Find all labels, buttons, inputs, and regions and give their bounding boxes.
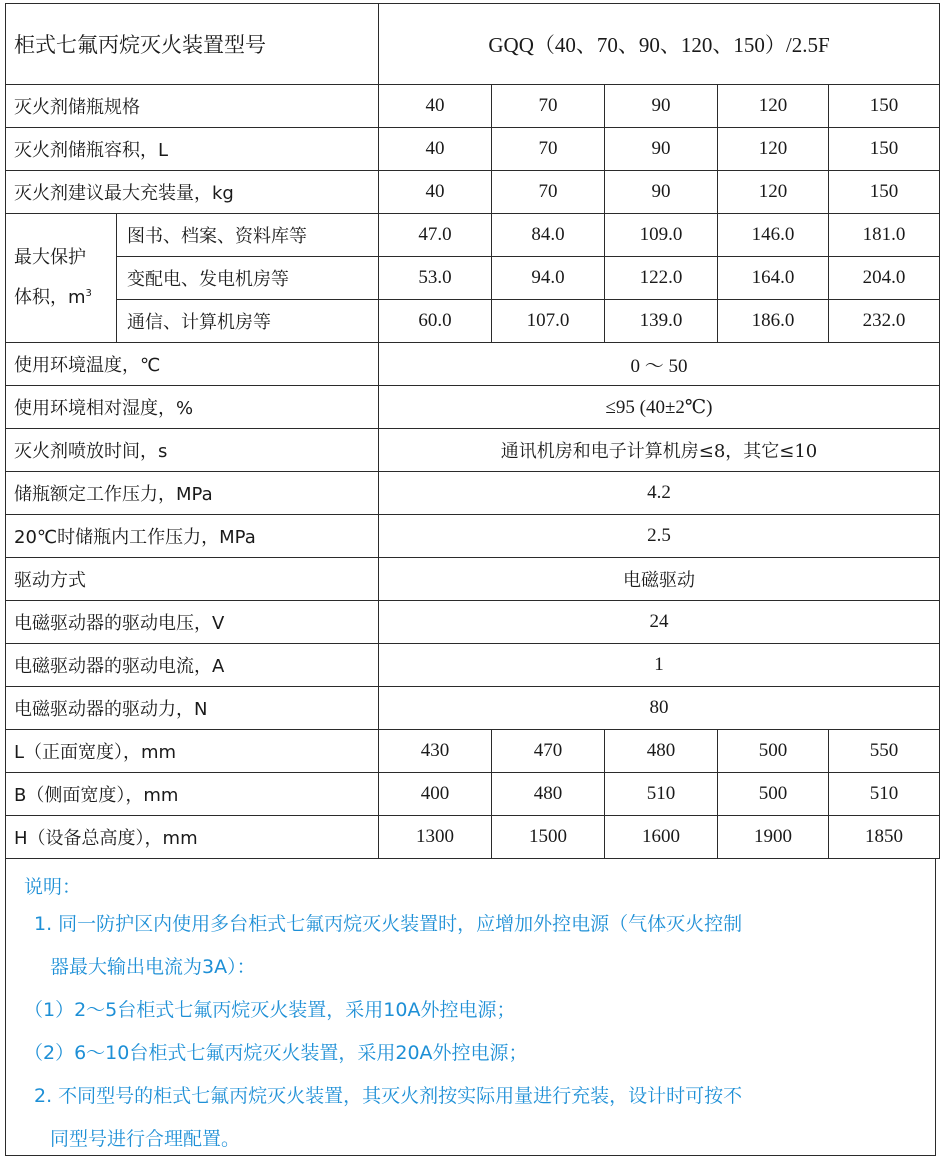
table-row [6, 257, 940, 300]
row-label: 灭火剂储瓶容积，L [6, 128, 379, 171]
cell-value: 139.0 [605, 300, 718, 343]
group-label-line1: 最大保护 [14, 247, 86, 268]
cell-value: 90 [605, 85, 718, 128]
cell-value: 510 [605, 773, 718, 816]
table-row [6, 773, 940, 816]
cell-value: 186.0 [718, 300, 829, 343]
cell-value: 120 [718, 85, 829, 128]
cell-value: 150 [829, 85, 940, 128]
spec-table [5, 3, 940, 859]
table-row [6, 601, 940, 644]
max-volume-group-label [6, 214, 117, 343]
notes-panel [5, 859, 936, 1156]
unit-superscript: 3 [85, 288, 92, 299]
row-value: 电磁驱动 [379, 558, 940, 601]
table-row [6, 687, 940, 730]
row-label: 电磁驱动器的驱动电压，V [6, 601, 379, 644]
cell-value: 107.0 [492, 300, 605, 343]
cell-value: 480 [492, 773, 605, 816]
cell-value: 150 [829, 171, 940, 214]
row-label: 灭火剂喷放时间，s [6, 429, 379, 472]
row-label: 电磁驱动器的驱动电流，A [6, 644, 379, 687]
row-sublabel: 图书、档案、资料库等 [117, 214, 379, 257]
cell-value: 60.0 [379, 300, 492, 343]
table-row [6, 816, 940, 859]
table-row [6, 558, 940, 601]
cell-value: 70 [492, 85, 605, 128]
cell-value: 150 [829, 128, 940, 171]
cell-value: 120 [718, 128, 829, 171]
row-label: 储瓶额定工作压力，MPa [6, 472, 379, 515]
spec-sheet [5, 3, 944, 1156]
cell-value: 204.0 [829, 257, 940, 300]
cell-value: 90 [605, 171, 718, 214]
row-value: 80 [379, 687, 940, 730]
row-value: 24 [379, 601, 940, 644]
table-row [6, 128, 940, 171]
row-label: 灭火剂储瓶规格 [6, 85, 379, 128]
row-value: ≤95 (40±2℃) [379, 386, 940, 429]
header-label: 柜式七氟丙烷灭火装置型号 [6, 4, 379, 85]
cell-value: 430 [379, 730, 492, 773]
cell-value: 47.0 [379, 214, 492, 257]
table-row [6, 515, 940, 558]
cell-value: 40 [379, 85, 492, 128]
row-value: 0 ～ 50 [379, 343, 940, 386]
cell-value: 40 [379, 128, 492, 171]
table-row [6, 429, 940, 472]
row-value: 通讯机房和电子计算机房≤8，其它≤10 [379, 429, 940, 472]
row-sublabel: 变配电、发电机房等 [117, 257, 379, 300]
group-label-line2: 体积，m [14, 287, 86, 308]
model-number: GQQ（40、70、90、120、150）/2.5F [379, 4, 940, 85]
cell-value: 500 [718, 730, 829, 773]
cell-value: 109.0 [605, 214, 718, 257]
row-sublabel: 通信、计算机房等 [117, 300, 379, 343]
row-label: L（正面宽度），mm [6, 730, 379, 773]
note-line: （2）6～10台柜式七氟丙烷灭火装置，采用20A外控电源； [24, 1042, 528, 1064]
cell-value: 1850 [829, 816, 940, 859]
row-label: B（侧面宽度），mm [6, 773, 379, 816]
row-label: H（设备总高度），mm [6, 816, 379, 859]
row-label: 电磁驱动器的驱动力，N [6, 687, 379, 730]
cell-value: 500 [718, 773, 829, 816]
table-row [6, 300, 940, 343]
note-line: 器最大输出电流为3A）： [50, 956, 256, 978]
cell-value: 94.0 [492, 257, 605, 300]
cell-value: 232.0 [829, 300, 940, 343]
table-row [6, 214, 940, 257]
cell-value: 1600 [605, 816, 718, 859]
cell-value: 122.0 [605, 257, 718, 300]
note-line: （1）2～5台柜式七氟丙烷灭火装置，采用10A外控电源； [24, 999, 516, 1021]
cell-value: 146.0 [718, 214, 829, 257]
cell-value: 400 [379, 773, 492, 816]
cell-value: 480 [605, 730, 718, 773]
cell-value: 40 [379, 171, 492, 214]
cell-value: 164.0 [718, 257, 829, 300]
notes-title: 说明： [24, 876, 82, 898]
cell-value: 470 [492, 730, 605, 773]
row-value: 2.5 [379, 515, 940, 558]
row-label: 灭火剂建议最大充装量，kg [6, 171, 379, 214]
table-row [6, 472, 940, 515]
row-label: 使用环境温度，℃ [6, 343, 379, 386]
row-label: 20℃时储瓶内工作压力，MPa [6, 515, 379, 558]
cell-value: 120 [718, 171, 829, 214]
table-row [6, 386, 940, 429]
note-line: 1. 同一防护区内使用多台柜式七氟丙烷灭火装置时，应增加外控电源（气体灭火控制 [34, 913, 743, 935]
note-line: 同型号进行合理配置。 [50, 1128, 241, 1150]
cell-value: 510 [829, 773, 940, 816]
row-value: 1 [379, 644, 940, 687]
note-line: 2. 不同型号的柜式七氟丙烷灭火装置，其灭火剂按实际用量进行充装，设计时可按不 [34, 1085, 743, 1107]
row-label: 使用环境相对湿度，% [6, 386, 379, 429]
row-value: 4.2 [379, 472, 940, 515]
header-row [6, 4, 940, 85]
table-row [6, 644, 940, 687]
table-row [6, 171, 940, 214]
row-label: 驱动方式 [6, 558, 379, 601]
table-row [6, 85, 940, 128]
cell-value: 70 [492, 128, 605, 171]
cell-value: 181.0 [829, 214, 940, 257]
cell-value: 70 [492, 171, 605, 214]
cell-value: 550 [829, 730, 940, 773]
cell-value: 84.0 [492, 214, 605, 257]
table-row [6, 343, 940, 386]
cell-value: 90 [605, 128, 718, 171]
cell-value: 53.0 [379, 257, 492, 300]
cell-value: 1500 [492, 816, 605, 859]
cell-value: 1300 [379, 816, 492, 859]
table-row [6, 730, 940, 773]
cell-value: 1900 [718, 816, 829, 859]
